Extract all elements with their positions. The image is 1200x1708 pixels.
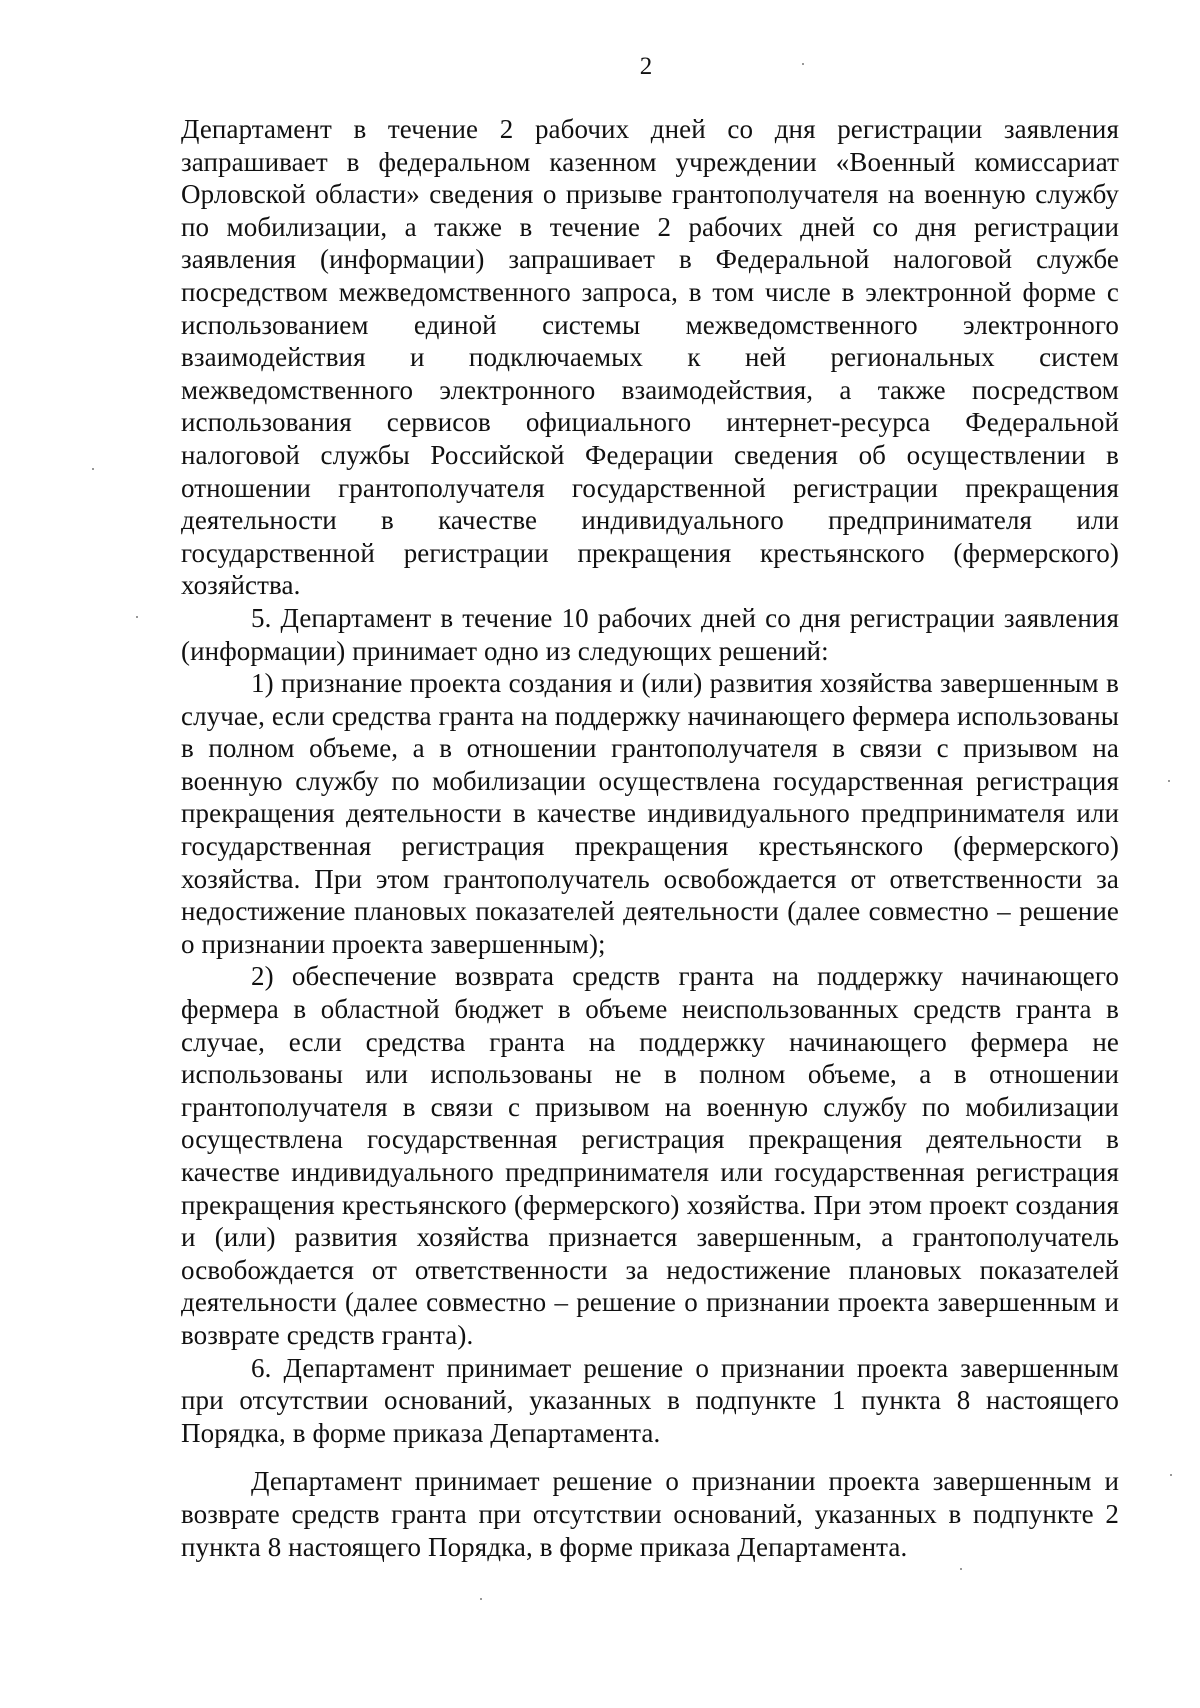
document-body <box>181 113 1119 1563</box>
scan-speck <box>960 1568 962 1570</box>
scan-speck <box>136 616 138 618</box>
scan-speck <box>1168 780 1170 782</box>
paragraph-item-5: 5. Департамент в течение 10 рабочих дней со дня регистрации заявления (информации) принимает одно из следующих решений: <box>181 602 1119 666</box>
scan-speck <box>92 468 94 470</box>
scan-speck <box>802 63 804 65</box>
paragraph-request-info: Департамент в течение 2 рабочих дней со дня регистрации заявления запрашивает в федеральном казенном учреждении «Военный комиссариат Орловской области» сведения о призыве грантополучателя на военную службу по мобилизации, а также в течение 2 рабочих дней со дня регистрации заявления (информации) запрашивает в Федеральной налоговой службе посредством межведомственного запроса, в том числе в электронной форме с использованием единой системы межведомственного электронного взаимодействия и подключаемых к ней региональных систем межведомственного электронного взаимодействия, а также посредством использования сервисов официального интернет-ресурса Федеральной налоговой службы Российской Федерации сведения об осуществлении в отношении грантополучателя государственной регистрации прекращения деятельности в качестве индивидуального предпринимателя или государственной регистрации прекращения крестьянского (фермерского) хозяйства. <box>181 114 1119 601</box>
paragraph-subitem-1: 1) признание проекта создания и (или) развития хозяйства завершенным в случае, если средства гранта на поддержку начинающего фермера использованы в полном объеме, а в отношении грантополучателя в связи с призывом на военную службу по мобилизации осуществлена государственная регистрация прекращения деятельности в качестве индивидуального предпринимателя или государственная регистрация прекращения крестьянского (фермерского) хозяйства. При этом грантополучатель освобождается от ответственности за недостижение плановых показателей деятельности (далее совместно – решение о признании проекта завершенным); <box>181 668 1119 959</box>
paragraph-subitem-2: 2) обеспечение возврата средств гранта на поддержку начинающего фермера в областной бюджет в объеме неиспользованных средств гранта в случае, если средства гранта на поддержку начинающего фермера не использованы или использованы не в полном объеме, а в отношении грантополучателя в связи с призывом на военную службу по мобилизации осуществлена государственная регистрация прекращения деятельности в качестве индивидуального предпринимателя или государственная регистрация прекращения крестьянского (фермерского) хозяйства. При этом проект создания и (или) развития хозяйства признается завершенным, а грантополучатель освобождается от ответственности за недостижение плановых показателей деятельности (далее совместно – решение о признании проекта завершенным и возврате средств гранта). <box>181 961 1119 1350</box>
paragraph-item-6: 6. Департамент принимает решение о признании проекта завершенным при отсутствии оснований, указанных в подпункте 1 пункта 8 настоящего Порядка, в форме приказа Департамента. <box>181 1352 1119 1448</box>
scan-speck <box>480 1598 482 1600</box>
page-number: 2 <box>639 53 653 80</box>
scan-speck <box>1170 1474 1172 1476</box>
paragraph-item-6-continued: Департамент принимает решение о признании проекта завершенным и возврате средств гранта при отсутствии оснований, указанных в подпункте 2 пункта 8 настоящего Порядка, в форме приказа Департамента. <box>181 1466 1119 1562</box>
